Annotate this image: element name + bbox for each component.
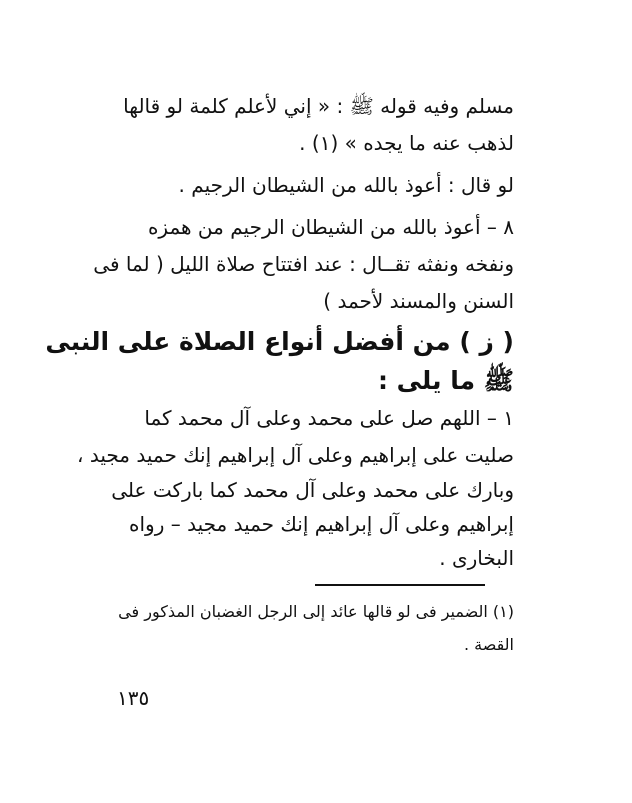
body-line-3: لو قال : أعوذ بالله من الشيطان الرجيم . (178, 173, 514, 197)
footnote-separator (315, 584, 485, 586)
section-heading-line-2: ﷺ ما يلى : (377, 366, 514, 395)
footnote-line-2: القصة . (463, 635, 514, 654)
body-line-2: لذهب عنه ما يجده » (١) . (299, 131, 514, 155)
body-line-1: مسلم وفيه قوله ﷺ : « إني لأعلم كلمة لو قالها (123, 94, 514, 118)
item-line-5: البخارى . (439, 546, 514, 570)
footnote-line-1: (١) الضمير فى لو قالها عائد إلى الرجل الغضبان المذكور فى (118, 602, 514, 621)
item-line-4: إبراهيم وعلى آل إبراهيم إنك حميد مجيد – رواه (129, 512, 514, 536)
item-line-2: صليت على إبراهيم وعلى آل إبراهيم إنك حميد مجيد ، (77, 443, 514, 467)
item-line-1: ١ – اللهم صل على محمد وعلى آل محمد كما (144, 406, 514, 430)
item-line-3: وبارك على محمد وعلى آل محمد كما باركت على (111, 478, 514, 502)
body-line-5: ونفخه ونفثه تقــال : عند افتتاح صلاة الليل ( لما فى (93, 252, 514, 276)
body-line-4: ٨ – أعوذ بالله من الشيطان الرجيم من همزه (147, 215, 514, 239)
page-number: ١٣٥ (117, 686, 150, 710)
body-line-6: السنن والمسند لأحمد ) (323, 289, 514, 313)
section-heading-line-1: ( ز ) من أفضل أنواع الصلاة على النبى (45, 327, 514, 356)
